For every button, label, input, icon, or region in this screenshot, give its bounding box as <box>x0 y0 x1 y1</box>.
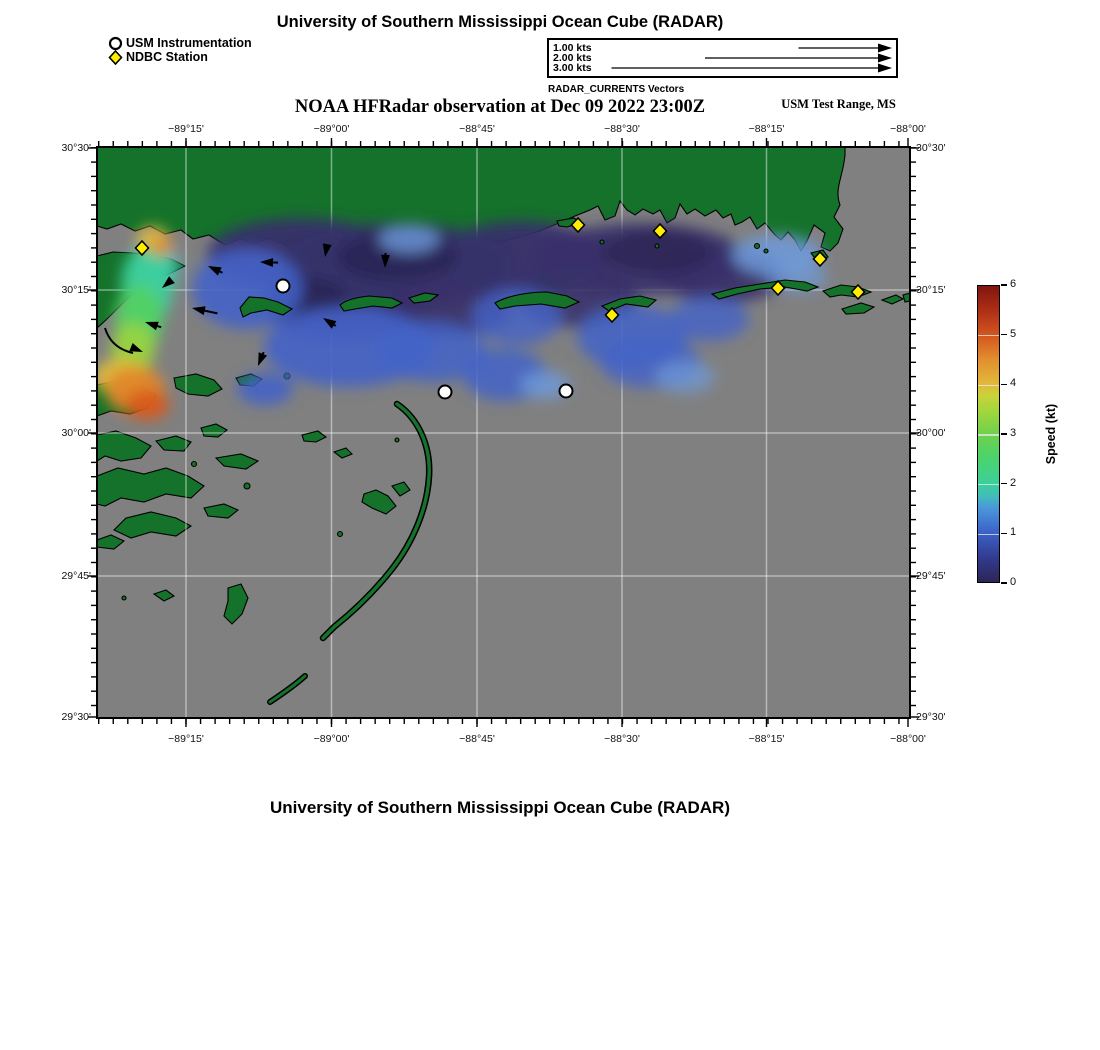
lon-label-bottom: −88°45' <box>459 733 495 745</box>
map-canvas[interactable] <box>85 135 926 730</box>
lat-label-right: 30°15' <box>916 284 946 296</box>
lon-label-top: −89°15' <box>168 123 204 135</box>
lat-label-left: 29°30' <box>61 711 91 723</box>
lat-label-left: 30°30' <box>61 142 91 154</box>
lon-label-bottom: −88°30' <box>604 733 640 745</box>
legend-item-ndbc <box>108 50 252 64</box>
colorbar-tick-label: 4 <box>1010 377 1017 390</box>
usm-instrumentation-marker[interactable] <box>277 280 290 293</box>
page-title: University of Southern Mississippi Ocean Cube (RADAR) <box>276 13 724 31</box>
colorbar-gridline <box>978 335 999 337</box>
colorbar-gridline <box>978 385 999 387</box>
colorbar-tick <box>1001 582 1007 584</box>
colorbar-tick-label: 2 <box>1010 476 1017 489</box>
colorbar-tick <box>1001 384 1007 386</box>
lat-label-right: 29°30' <box>916 711 946 723</box>
lat-label-right: 29°45' <box>916 570 946 582</box>
colorbar-tick-label: 0 <box>1010 576 1017 588</box>
vector-key-arrows <box>549 40 896 76</box>
observation-subtitle: NOAA HFRadar observation at Dec 09 2022 23:00Z <box>294 97 706 117</box>
lon-label-top: −88°45' <box>459 123 495 135</box>
lat-label-right: 30°00' <box>916 427 946 439</box>
lon-label-bottom: −89°00' <box>313 733 350 745</box>
colorbar-tick-label: 1 <box>1010 526 1017 539</box>
colorbar-gridline <box>978 534 999 536</box>
usm-instrumentation-marker[interactable] <box>439 386 452 399</box>
lon-label-bottom: −88°00' <box>890 733 926 745</box>
lat-label-left: 29°45' <box>61 570 91 582</box>
colorbar-gridline <box>978 434 999 436</box>
map-legend <box>108 36 252 64</box>
usm-instrumentation-marker[interactable] <box>560 385 573 398</box>
colorbar-axis-label: Speed (kt) <box>1044 403 1058 465</box>
speed-colorbar <box>977 285 1000 583</box>
vector-key-row-3: 3.00 kts <box>553 62 592 74</box>
lon-label-bottom: −88°15' <box>748 733 785 745</box>
legend-label-usm: USM Instrumentation <box>126 36 252 50</box>
colorbar-tick <box>1001 483 1007 485</box>
lat-label-right: 30°30' <box>916 142 946 154</box>
vector-scale-key <box>547 38 898 78</box>
colorbar-gridline <box>978 484 999 486</box>
colorbar-tick <box>1001 334 1007 336</box>
colorbar-tick-label: 5 <box>1010 327 1017 340</box>
lat-label-left: 30°15' <box>61 284 91 296</box>
region-label: USM Test Range, MS <box>781 97 896 111</box>
lat-label-left: 30°00' <box>61 427 91 439</box>
lon-label-top: −88°00' <box>890 123 926 135</box>
colorbar-tick-label: 6 <box>1010 278 1017 290</box>
legend-label-ndbc: NDBC Station <box>126 50 208 64</box>
vector-key-caption: RADAR_CURRENTS Vectors <box>548 84 685 95</box>
vector-key-row-1: 1.00 kts <box>553 42 592 54</box>
colorbar-tick <box>1001 433 1007 435</box>
vector-key-row-2: 2.00 kts <box>553 52 592 64</box>
lon-label-bottom: −89°15' <box>168 733 204 745</box>
footer-title: University of Southern Mississippi Ocean Cube (RADAR) <box>269 798 730 817</box>
legend-item-usm <box>108 36 252 50</box>
colorbar-tick <box>1001 533 1007 535</box>
colorbar-tick <box>1001 284 1007 286</box>
lon-label-top: −89°00' <box>313 123 350 135</box>
lon-label-top: −88°15' <box>748 123 785 135</box>
colorbar-tick-label: 3 <box>1010 427 1017 439</box>
lon-label-top: −88°30' <box>604 123 640 135</box>
usm-circle-icon <box>108 36 123 51</box>
ndbc-diamond-icon <box>108 50 123 65</box>
